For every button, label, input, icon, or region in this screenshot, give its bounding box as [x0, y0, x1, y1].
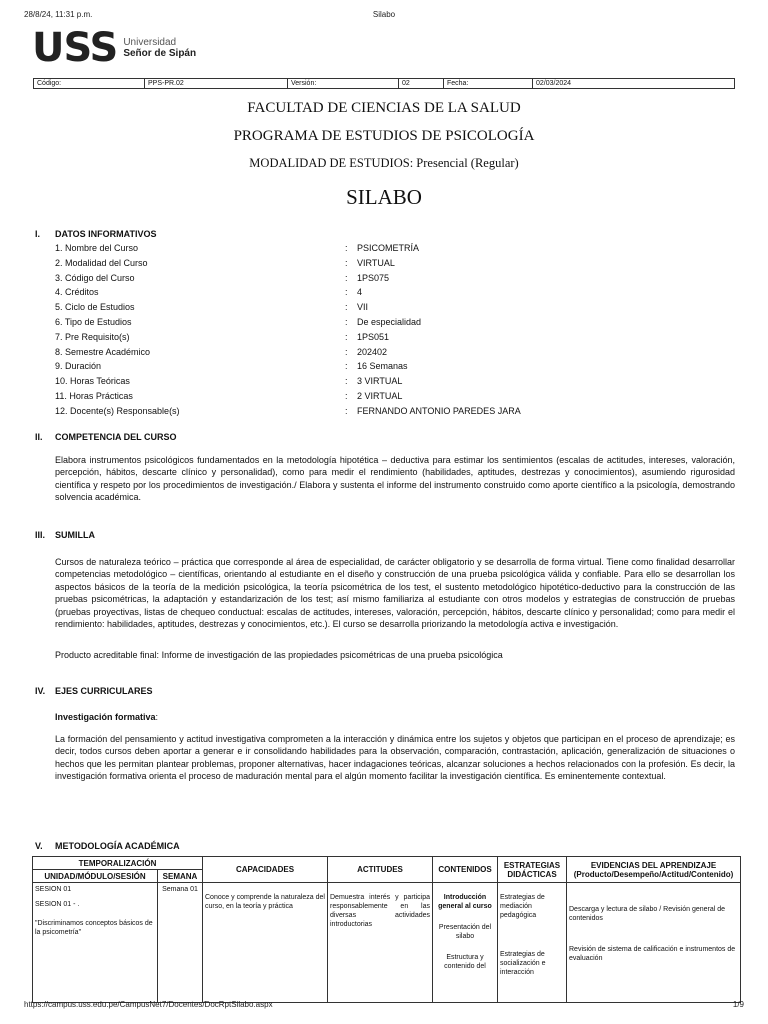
section-heading-competencia	[35, 432, 177, 442]
cell-semana: Semana 01	[158, 883, 203, 1003]
info-key: 4. Créditos	[55, 287, 99, 298]
info-row: 2. Modalidad del Curso : VIRTUAL	[55, 257, 395, 268]
info-value: VII	[357, 302, 369, 313]
print-url: https://campus.uss.edu.pe/CampusNet7/Docentes/DocRptSilabo.aspx	[24, 1000, 273, 1009]
contenido-item: Introducción general al curso	[438, 894, 492, 910]
cell-evidencias	[567, 883, 741, 1003]
section-heading-datos	[35, 229, 157, 239]
info-value: FERNANDO ANTONIO PAREDES JARA	[357, 405, 521, 416]
info-value: 4	[357, 287, 363, 298]
info-key: 9. Duración	[55, 361, 102, 372]
info-value: 202402	[357, 346, 388, 357]
logo-line1: Universidad	[123, 37, 177, 48]
estrategia-item: Estrategias de mediación pedagógica	[500, 894, 545, 919]
info-key: 6. Tipo de Estudios	[55, 316, 132, 327]
cell-capacidad: Conoce y comprende la naturaleza del curso, en la teoría y práctica	[203, 883, 328, 1003]
print-page-number: 1/9	[732, 1000, 744, 1009]
th-unidad: UNIDAD/MÓDULO/SESIÓN	[33, 870, 158, 883]
th-actitudes: ACTITUDES	[328, 857, 433, 883]
section-label: SUMILLA	[55, 530, 95, 540]
info-row: 5. Ciclo de Estudios : VII	[55, 302, 369, 313]
info-key: 7. Pre Requisito(s)	[55, 331, 130, 342]
section-heading-metodologia	[35, 841, 180, 851]
info-key: 12. Docente(s) Responsable(s)	[55, 405, 180, 416]
info-value: VIRTUAL	[357, 257, 395, 268]
metodologia-table	[32, 856, 741, 1003]
logo-text	[123, 37, 196, 59]
print-datetime: 28/8/24, 11:31 p.m.	[24, 10, 93, 19]
info-row: 10. Horas Teóricas : 3 VIRTUAL	[55, 376, 403, 387]
info-row: 6. Tipo de Estudios : De especialidad	[55, 316, 422, 327]
print-tab-title: Silabo	[372, 10, 396, 19]
section-number: V.	[35, 841, 43, 851]
section-label: DATOS INFORMATIVOS	[55, 229, 157, 239]
info-key: 5. Ciclo de Estudios	[55, 302, 135, 313]
section-number: II.	[35, 432, 43, 442]
info-row: 1. Nombre del Curso : PSICOMETRÍA	[55, 243, 420, 253]
section-number: IV.	[35, 686, 46, 696]
facultad-title: FACULTAD DE CIENCIAS DE LA SALUD	[247, 100, 521, 116]
info-row: 9. Duración : 16 Semanas	[55, 361, 408, 372]
info-key: 11. Horas Prácticas	[55, 390, 133, 401]
version-value: 02	[399, 79, 444, 89]
info-value: 1PS075	[357, 272, 390, 283]
info-value: 2 VIRTUAL	[357, 390, 403, 401]
ejes-subtitle-text: Investigación formativa	[55, 712, 156, 722]
logo-mark: USS	[32, 25, 118, 71]
th-contenidos: CONTENIDOS	[433, 857, 498, 883]
info-value: 16 Semanas	[357, 361, 408, 372]
th-evidencias: EVIDENCIAS DEL APRENDIZAJE (Producto/Desempeño/Actitud/Contenido)	[567, 857, 741, 883]
fecha-label: Fecha:	[444, 79, 533, 89]
uss-logo	[32, 25, 197, 71]
cell-estrategias	[498, 883, 567, 1003]
document-titles	[0, 98, 768, 210]
cell-contenidos	[433, 883, 498, 1003]
info-key: 2. Modalidad del Curso	[55, 257, 148, 268]
sesion-label: SESION 01	[35, 886, 72, 893]
codigo-label: Código:	[34, 79, 145, 89]
info-value: 1PS051	[357, 331, 390, 342]
info-row: 12. Docente(s) Responsable(s) : FERNANDO ANTONIO PAREDES JARA	[55, 405, 521, 416]
datos-informativos-list	[55, 243, 735, 421]
codigo-value: PPS-PR.02	[145, 79, 288, 89]
section-label: COMPETENCIA DEL CURSO	[55, 432, 177, 442]
sesion-tema: "Discriminamos conceptos básicos de la psicometría"	[35, 920, 153, 936]
info-value: De especialidad	[357, 316, 422, 327]
info-key: 8. Semestre Académico	[55, 346, 151, 357]
section-number: III.	[35, 530, 46, 540]
browser-print-footer	[24, 1000, 744, 1012]
info-value: PSICOMETRÍA	[357, 243, 420, 253]
contenido-item: Presentación del silabo	[438, 924, 492, 940]
cell-actitud: Demuestra interés y participa responsablemente en las diversas actividades introductorias	[328, 883, 433, 1003]
info-key: 1. Nombre del Curso	[55, 243, 139, 253]
ejes-subtitle: Investigación formativa:	[55, 712, 159, 722]
document-meta-table	[33, 78, 735, 89]
info-row: 8. Semestre Académico : 202402	[55, 346, 388, 357]
programa-title: PROGRAMA DE ESTUDIOS DE PSICOLOGÍA	[233, 128, 535, 144]
section-heading-ejes	[35, 686, 153, 696]
modalidad-title: MODALIDAD DE ESTUDIOS: Presencial (Regular)	[249, 156, 519, 170]
version-label: Versión:	[288, 79, 399, 89]
logo-line2: Señor de Sipán	[123, 48, 197, 59]
info-row: 4. Créditos : 4	[55, 287, 363, 298]
sesion-sub-label: SESION 01 - .	[35, 901, 80, 908]
info-row: 11. Horas Prácticas : 2 VIRTUAL	[55, 390, 403, 401]
info-key: 10. Horas Teóricas	[55, 376, 130, 387]
cell-sesion	[33, 883, 158, 1003]
th-capacidades: CAPACIDADES	[203, 857, 328, 883]
info-row: 3. Código del Curso : 1PS075	[55, 272, 390, 283]
evidencia-item: Revisión de sistema de calificación e instrumentos de evaluación	[569, 946, 736, 962]
contenido-item: Estructura y contenido del	[444, 954, 486, 970]
section-label: METODOLOGÍA ACADÉMICA	[55, 841, 180, 851]
info-key: 3. Código del Curso	[55, 272, 135, 283]
producto-acreditable: Producto acreditable final: Informe de investigación de las propiedades psicométricas de una prueba psicológica	[55, 650, 503, 660]
info-value: 3 VIRTUAL	[357, 376, 403, 387]
fecha-value: 02/03/2024	[533, 79, 735, 89]
sumilla-text: Cursos de naturaleza teórico – práctica que corresponde al área de especialidad, de carácter obligatorio y se desarrolla de forma virtual. Tiene como finalidad desarrollar competencias metodológico – científicas, orientando al estudiante en el diseño y construcción de una prueba psicológica válida y confiable. Para ello se desarrollan los aspectos básicos de la teoría de la medición psicológica, la teoría psicométrica de los test, el sustento metodológico hipotético-deductivo para la construcción de las pruebas psicométricas, la adaptación y estandarización de los test; así mismo familiariza al estudiante con otros modelos y estrategias de construcción de pruebas (pruebas proyectivas, listas de chequeo conductual: escalas de actitudes, intereses, valoración, percepción, hábitos, descarte clínico y personalidad; como para medir el rendimiento: habilidades, aptitudes, destrezas y conocimientos, etc.). El curso se desarrolla priorizando la metodología activa e investigación.	[55, 557, 735, 630]
browser-print-header	[24, 10, 744, 22]
section-number: I.	[35, 229, 41, 239]
info-row: 7. Pre Requisito(s) : 1PS051	[55, 331, 390, 342]
ejes-text: La formación del pensamiento y actitud investigativa comprometen a la interacción y dinámica entre los sujetos y objetos que participan en el proceso de aprendizaje; es decir, todos cursos deben aportar a generar e ir consolidando habilidades para la observación, comparación, contrastación, aplicación, generalización de situaciones o hechos que les permitan plantear problemas, proponer alternativas, hacer indagaciones teóricas, alcanzar soluciones a hechos relacionados con la profesión. Es decir, la investigación formativa orienta el proceso de maduración mental para el algún momento facilitar la investigación científica. Es eminentemente contextual.	[55, 734, 735, 782]
silabo-title: SILABO	[346, 185, 422, 209]
competencia-text: Elabora instrumentos psicológicos fundamentados en la metodología hipotética – deductiva para estimar los sentimientos (escalas de actitudes, intereses, valoración, percepción, hábitos, descarte clínico y personalidad), como para medir el rendimiento (habilidades, aptitudes, destrezas y conocimientos), asumiendo rigurosidad científica y respeto por los procedimientos de investigación./ Elabora y sustenta el informe del instrumento construido como aporte científico a la psicología, demostrando solvencia académica.	[55, 455, 735, 503]
estrategia-item: Estrategias de socialización e interacción	[500, 951, 546, 976]
section-label: EJES CURRICULARES	[55, 686, 153, 696]
section-heading-sumilla	[35, 530, 95, 540]
th-estrategias: ESTRATEGIAS DIDÁCTICAS	[498, 857, 567, 883]
evidencia-item: Descarga y lectura de silabo / Revisión general de contenidos	[569, 906, 726, 922]
th-temporalizacion: TEMPORALIZACIÓN	[33, 857, 203, 870]
th-semana: SEMANA	[158, 870, 203, 883]
